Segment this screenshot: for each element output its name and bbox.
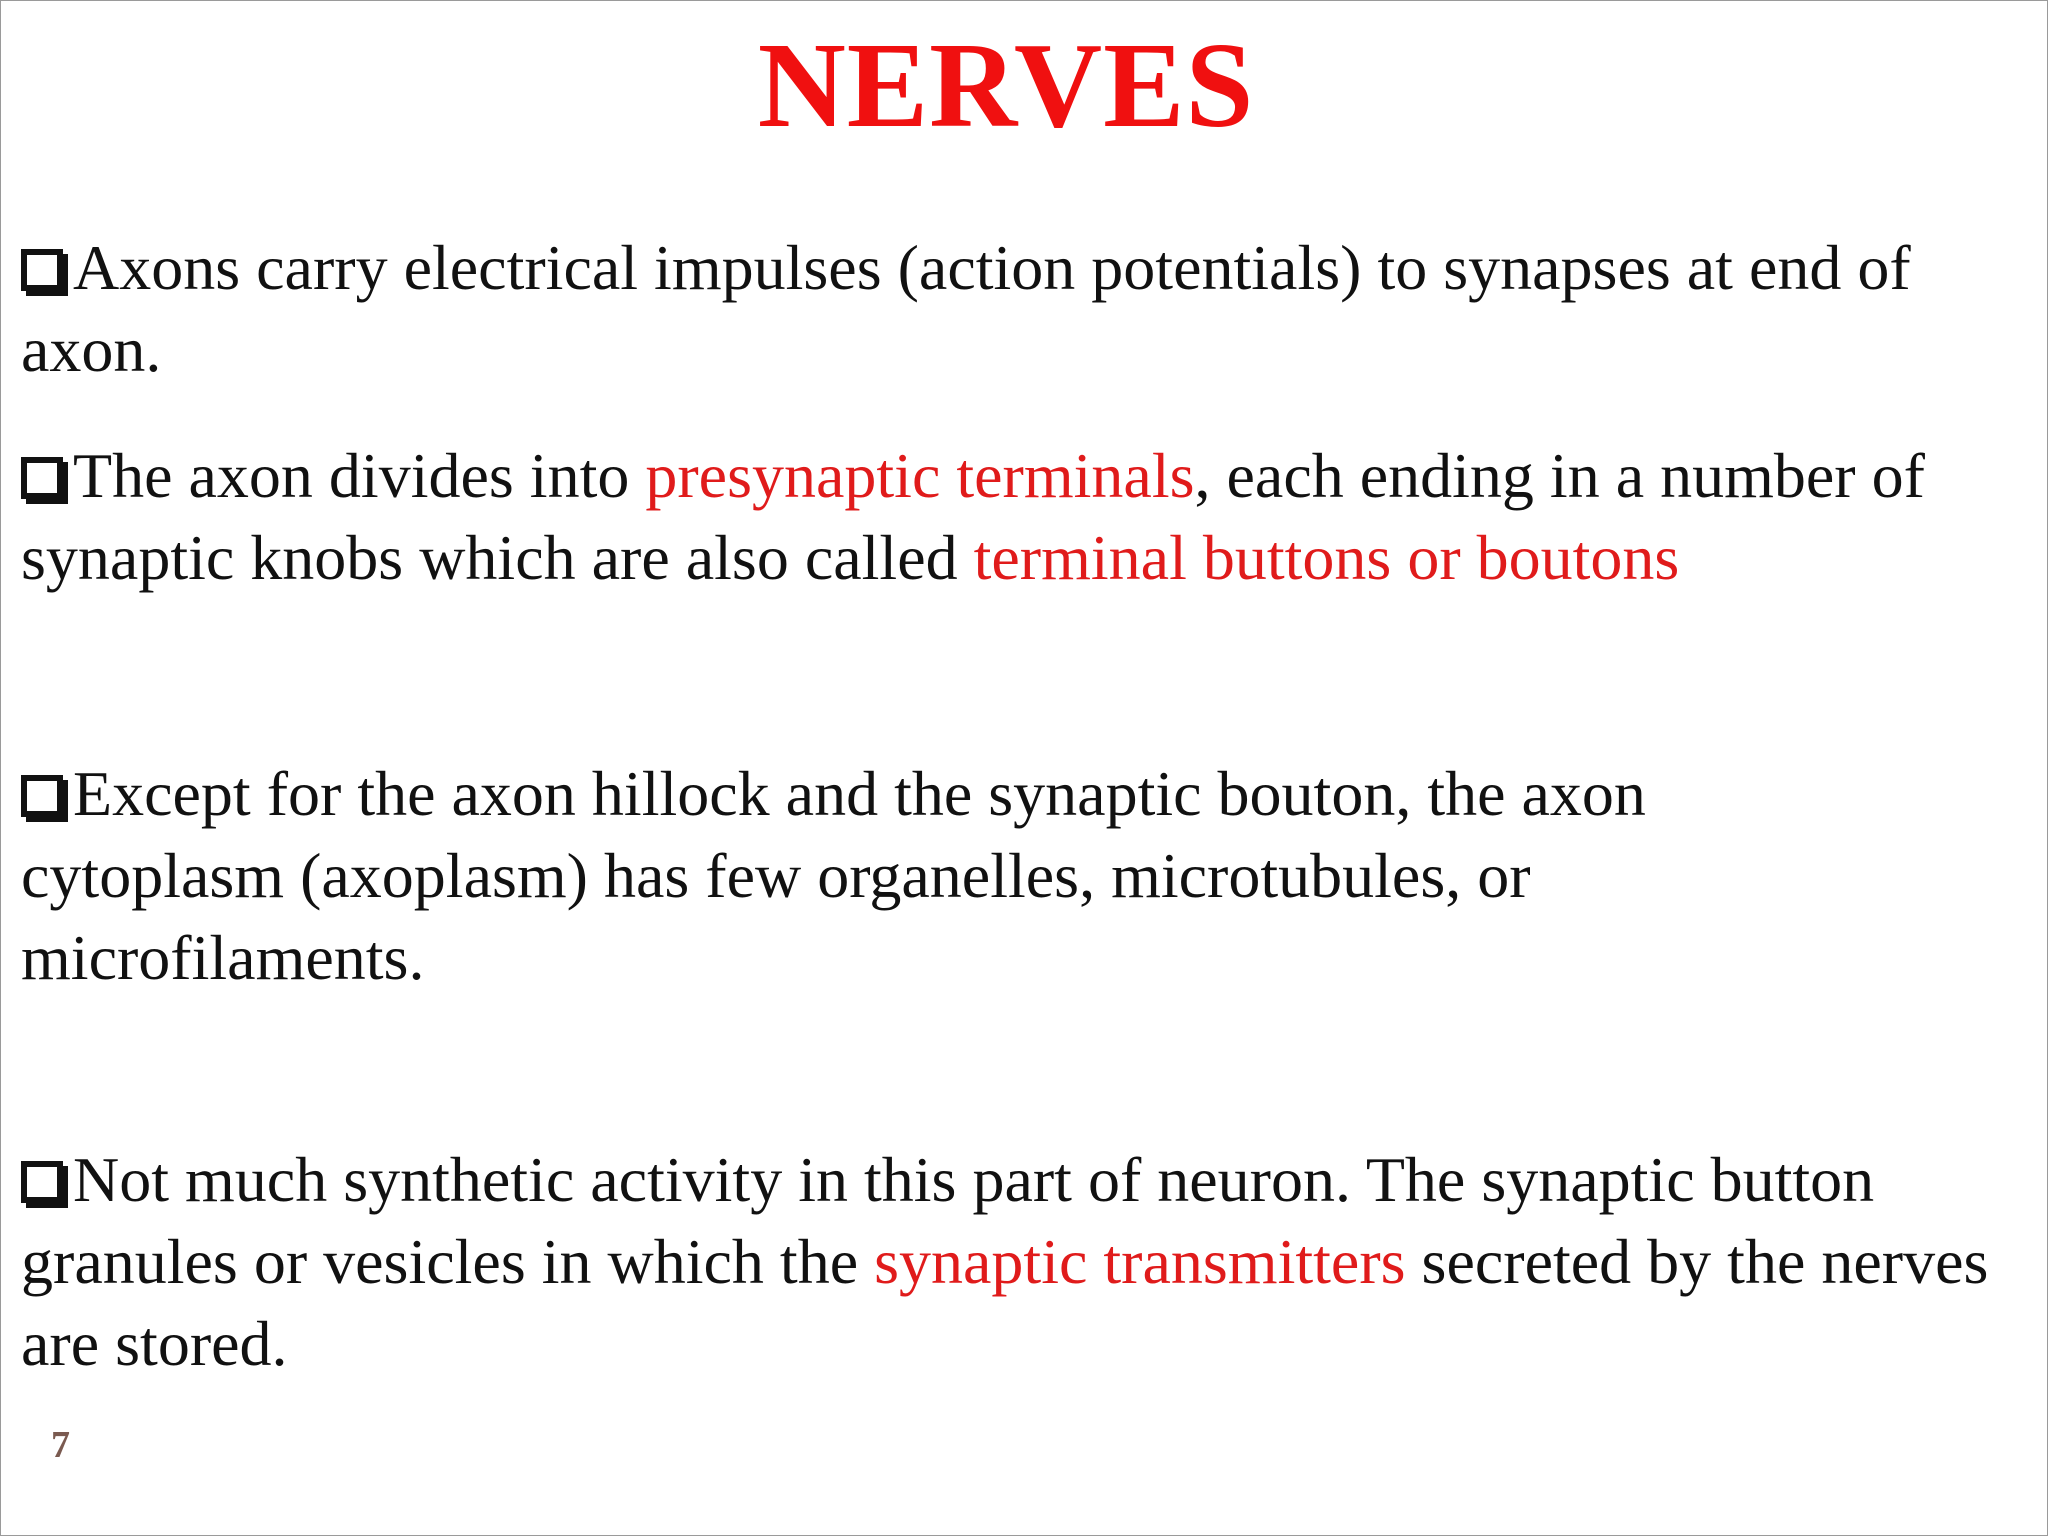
bullet-text: , each ending in a number of synaptic knobs which are also called xyxy=(21,440,1925,593)
bullet-not-much xyxy=(21,1139,2031,1385)
bullet-axons-carry xyxy=(21,227,2011,391)
bullet-text: The axon divides into xyxy=(73,440,646,511)
bullet-text: secreted by the nerves are stored. xyxy=(21,1226,1989,1379)
highlight-synaptic-transmitters: synaptic transmitters xyxy=(874,1226,1406,1297)
checkbox-square-icon xyxy=(21,775,63,817)
bullet-except-for xyxy=(21,753,1821,999)
checkbox-square-icon xyxy=(21,249,63,291)
bullet-text: Axons carry electrical impulses (action potentials) to synapses at end of axon. xyxy=(21,232,1911,385)
bullet-text: Not much synthetic activity in this part of neuron. The synaptic button granules or vesicles in which the xyxy=(21,1144,1875,1297)
checkbox-square-icon xyxy=(21,1161,63,1203)
highlight-terminal-buttons: terminal buttons or boutons xyxy=(973,522,1680,593)
bullet-axon-divides xyxy=(21,435,2021,599)
checkbox-square-icon xyxy=(21,457,63,499)
highlight-presynaptic-terminals: presynaptic terminals xyxy=(645,440,1195,511)
slide-title: NERVES xyxy=(757,18,1255,153)
bullet-text: Except for the axon hillock and the synaptic bouton, the axon cytoplasm (axoplasm) has few organelles, microtubules, or microfilaments. xyxy=(21,758,1646,993)
slide-number: 7 xyxy=(51,1424,70,1466)
